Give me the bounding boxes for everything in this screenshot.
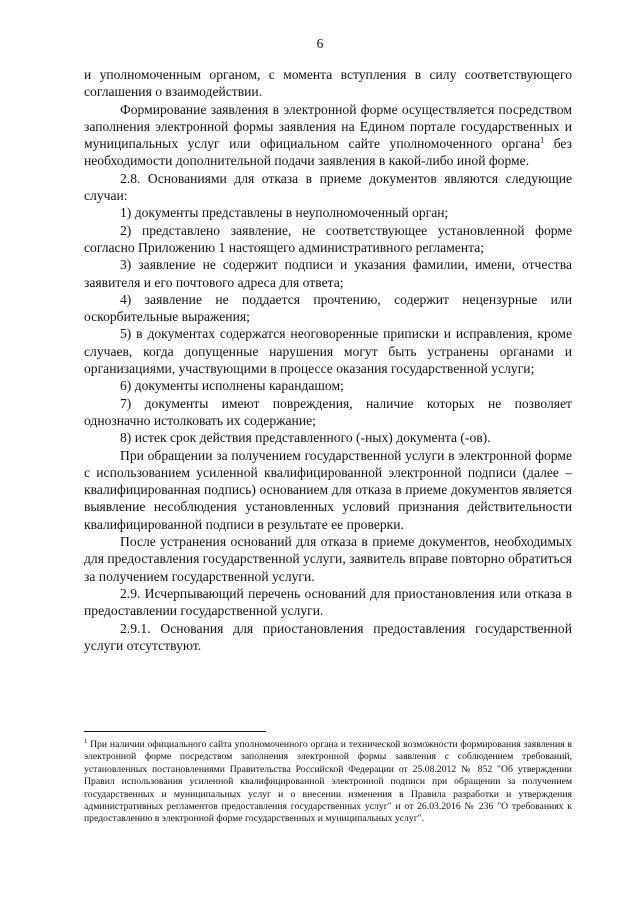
paragraph-electronic-form [84,101,572,170]
paragraph-qualified-signature: При обращении за получением государственной услуги в электронной форме с использованием усиленной квалифицированной электронной подписи (далее – квалифицированная подпись) основанием для отказа в приеме документов является выявление несоблюдения установленных условий признания действительности квалифицированной подписи в результате ее проверки. [84,447,572,532]
footnote-reference: 1 [540,135,545,145]
section-2-9: 2.9. Исчерпывающий перечень оснований для приостановления или отказа в предоставлении государственной услуги. [84,585,572,619]
paragraph-electronic-form-tail: без необходимости дополнительной подачи заявления в какой-либо иной форме. [84,136,572,169]
list-item-2: 2) представлено заявление, не соответствующее установленной форме согласно Приложению 1 настоящего административного регламента; [84,222,572,255]
paragraph-electronic-form-text: Формирование заявления в электронной форме осуществляется посредством заполнения электронной формы заявления на Едином портале государственных и муниципальных услуг или официальном сайте уполномоченного органа [84,101,572,152]
list-item-7: 7) документы имеют повреждения, наличие которых не позволяет однозначно истолковать их содержание; [84,395,572,428]
list-item-1: 1) документы представлены в неуполномоченный орган; [120,205,449,221]
list-item-3: 3) заявление не содержит подписи и указания фамилии, имени, отчества заявителя и его почтового адреса для ответа; [84,257,572,290]
footnote-text: При наличии официального сайта уполномоченного органа и технической возможности формирования заявления в электронной форме посредством заполнения электронной формы заявления с соблюдением требований, установленных постановлениями Правительства Российской Федерации от 25.08.2012 № 852 "Об утверждении Правил использования усиленной квалифицированной электронной подписи при обращении за получением государственных и муниципальных услуг и о внесении изменения в Правила разработки и утверждения административных регламентов предоставления государственных услуг" и от 26.03.2016 № 236 "О требованиях к предоставлению в электронной форме государственных и муниципальных услуг". [84,739,572,825]
section-2-9-1: 2.9.1. Основания для приостановления предоставления государственной услуги отсутствуют. [84,620,572,653]
list-item-4: 4) заявление не поддается прочтению, содержит нецензурные или оскорбительные выражения; [84,291,572,325]
list-item-5: 5) в документах содержатся неоговоренные приписки и исправления, кроме случаев, когда допущенные нарушения могут быть устранены органами и организациями, участвующими в процессе оказания государственной услуги; [84,326,572,377]
paragraph-continuation: и уполномоченным органом, с момента вступления в силу соответствующего соглашения о взаимодействии. [84,67,572,100]
footnote-divider [84,731,266,732]
page-number: 6 [316,36,324,51]
section-2-8: 2.8. Основаниями для отказа в приеме документов являются следующие случаи: [84,170,572,204]
body-text [84,66,572,654]
list-item-8: 8) истек срок действия представленного (-ных) документа (-ов). [120,430,491,446]
footnote [84,739,572,826]
paragraph-reapply: После устранения оснований для отказа в приеме документов, необходимых для предоставления государственной услуги, заявитель вправе повторно обратиться за получением государственной услуги. [84,534,572,584]
list-item-6: 6) документы исполнены карандашом; [120,378,344,394]
footnote-marker: 1 [84,737,88,745]
